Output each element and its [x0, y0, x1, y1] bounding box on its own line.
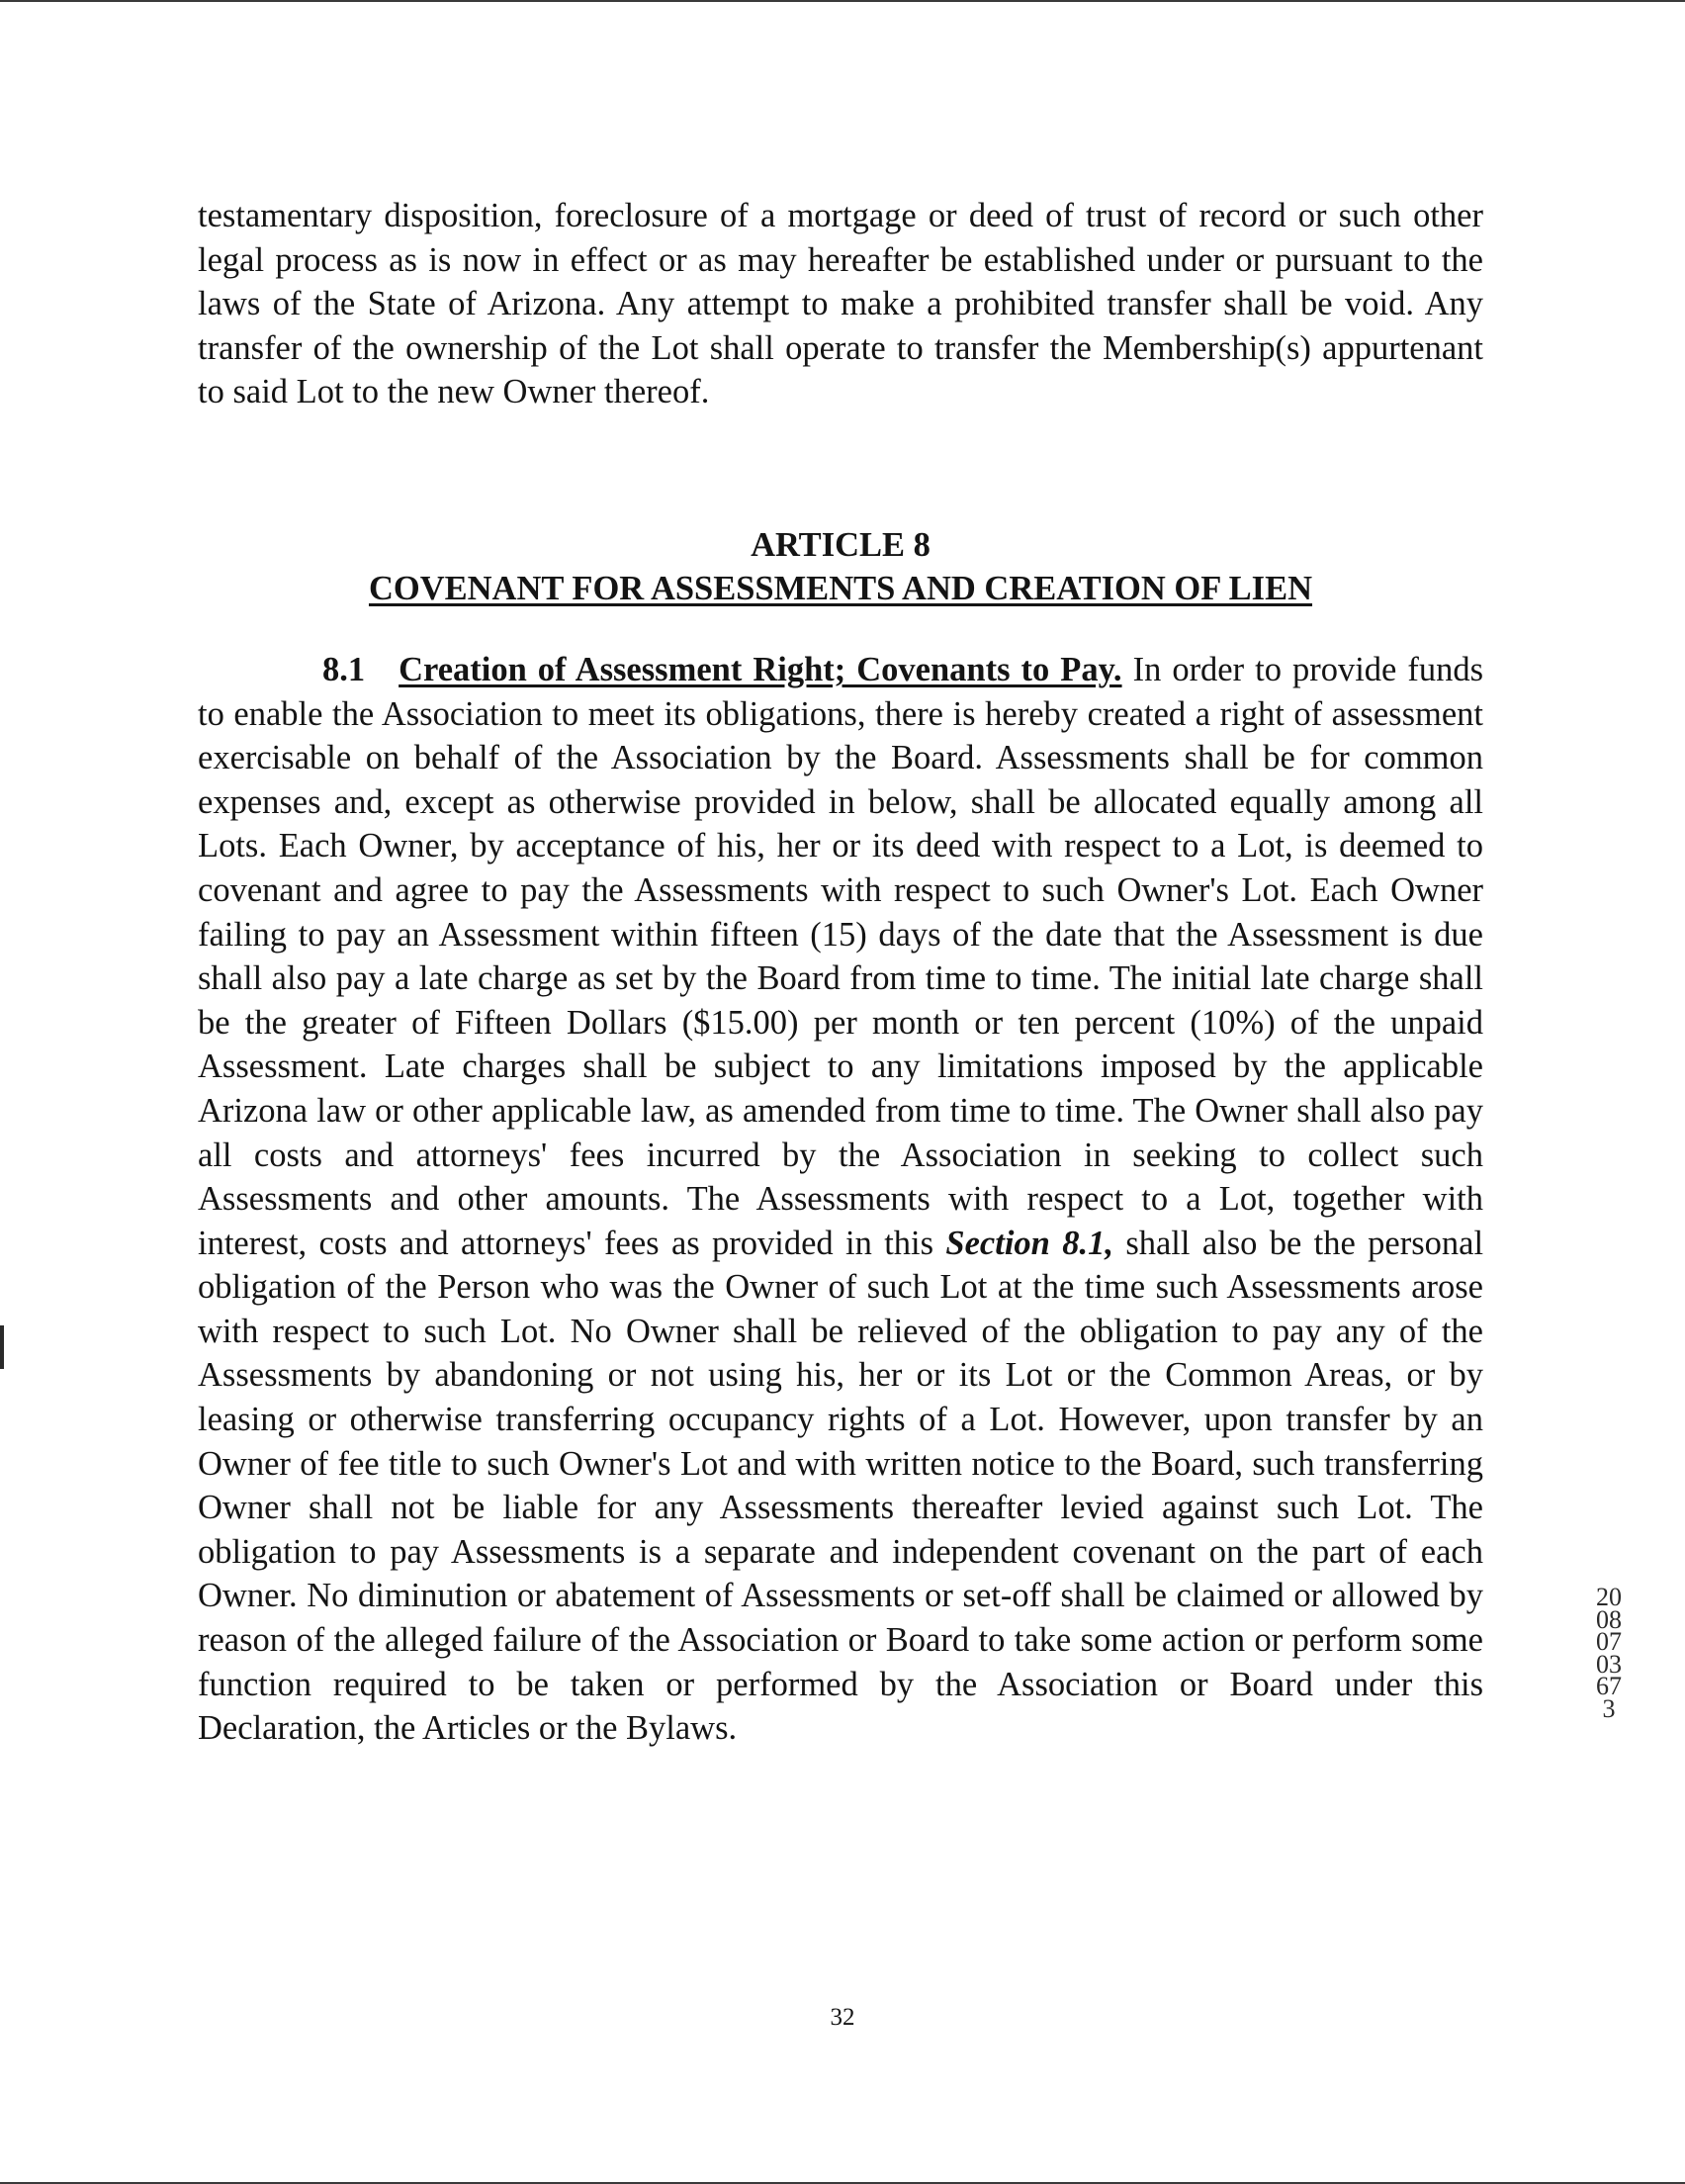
article-heading [198, 523, 1483, 610]
article-number: ARTICLE 8 [751, 525, 931, 564]
page-number: 32 [830, 2004, 855, 2031]
scan-mark-left [0, 1325, 4, 1369]
scan-border-top [0, 0, 1685, 2]
section-reference: Section 8.1, [945, 1224, 1113, 1262]
page-content [198, 194, 1483, 1751]
article-title: COVENANT FOR ASSESSMENTS AND CREATION OF LIEN [368, 569, 1313, 607]
section-number: 8.1 [322, 650, 366, 688]
section-text-part2: shall also be the personal obligation of the Person who was the Owner of such Lot at the time such Assessments arose with respect to such Lot. No Owner shall be relieved of the obligation to pay any of the Assessments by abandoning or not using his, her or its Lot or the Common Areas, or by leasing or otherwise transferring occupancy rights of a Lot. However, upon transfer by an Owner of fee title to such Owner's Lot and with written notice to the Board, such transferring Owner shall not be liable for any Assessments thereafter levied against such Lot. The obligation to pay Assessments is a separate and independent covenant on the part of each Owner. No diminution or abatement of Assessments or set-off shall be claimed or allowed by reason of the alleged failure of the Association or Board to take some action or perform some function required to be taken or performed by the Association or Board under this Declaration, the Articles or the Bylaws. [198, 1224, 1484, 1748]
section-text-part1: In order to provide funds to enable the Association to meet its obligations, there is hereby created a right of assessment exercisable on behalf of the Association by the Board. Assessments shall be for common expenses and, except as otherwise provided in below, shall be allocated equally among all Lots. Each Owner, by acceptance of his, her or its deed with respect to a Lot, is deemed to covenant and agree to pay the Assessments with respect to such Owner's Lot. Each Owner failing to pay an Assessment within fifteen (15) days of the date that the Assessment is due shall also pay a late charge as set by the Board from time to time. The initial late charge shall be the greater of Fifteen Dollars ($15.00) per month or ten percent (10%) of the unpaid Assessment. Late charges shall be subject to any limitations imposed by the applicable Arizona law or other applicable law, as amended from time to time. The Owner shall also pay all costs and attorneys' fees incurred by the Association in seeking to collect such Assessments and other amounts. The Assessments with respect to a Lot, together with interest, costs and attorneys' fees as provided in this [198, 650, 1484, 1262]
recording-number-stamp: 20080703673 [1596, 1583, 1622, 1723]
section-8-1-paragraph [198, 648, 1483, 1751]
section-title: Creation of Assessment Right; Covenants to Pay. [399, 650, 1122, 688]
intro-paragraph: testamentary disposition, foreclosure of a mortgage or deed of trust of record or such other legal process as is now in effect or as may hereafter be established under or pursuant to the laws of the State of Arizona. Any attempt to make a prohibited transfer shall be void. Any transfer of the ownership of the Lot shall operate to transfer the Membership(s) appurtenant to said Lot to the new Owner thereof. [198, 197, 1483, 411]
